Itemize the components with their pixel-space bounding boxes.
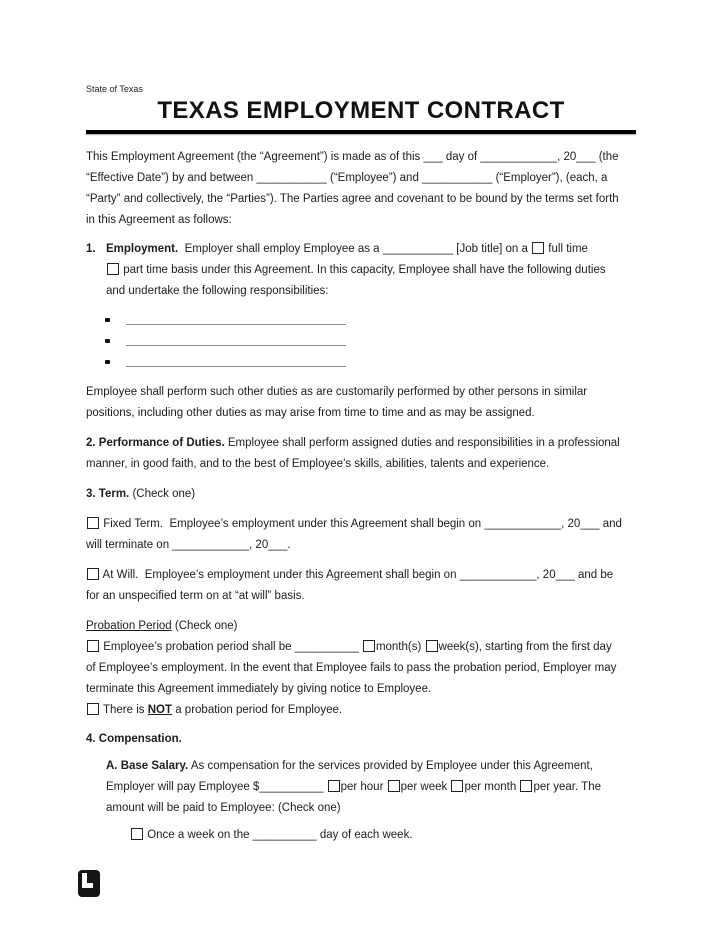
text-line <box>86 700 636 721</box>
text-segment: 2. Performance of Duties. <box>86 437 225 449</box>
blank-fill-line[interactable] <box>126 345 346 347</box>
text-segment: Fixed Term. Employee’s employment under this Agreement shall begin on ____________, 20___ and <box>100 518 622 530</box>
text-line <box>106 777 636 798</box>
at-will-option <box>86 565 636 607</box>
text-line <box>86 679 636 700</box>
text-line <box>86 168 636 189</box>
bullet-icon <box>105 318 110 323</box>
checkbox-icon[interactable] <box>87 568 99 580</box>
probation-period-clause <box>86 616 636 721</box>
bullet-icon <box>105 360 110 365</box>
text-line <box>86 454 636 475</box>
text-segment: Once a week on the __________ day of each week. <box>144 829 413 841</box>
checkbox-icon[interactable] <box>131 828 143 840</box>
blank-fill-line[interactable] <box>126 366 346 368</box>
text-line <box>105 332 636 353</box>
text-segment: per week <box>400 781 451 793</box>
title-rule <box>86 130 636 134</box>
text-line <box>86 147 636 168</box>
text-segment: month(s) <box>375 641 425 653</box>
duties-bullet-list <box>105 311 636 374</box>
fixed-term-option <box>86 514 636 556</box>
text-line <box>106 756 636 777</box>
text-segment: Employment. <box>106 243 179 255</box>
text-segment: week(s), starting from the first day <box>438 641 612 653</box>
text-segment: in this Agreement as follows: <box>86 214 232 226</box>
text-line <box>105 353 636 374</box>
section-1-employment <box>86 239 636 302</box>
text-segment: a probation period for Employee. <box>172 704 343 716</box>
text-line <box>86 729 636 750</box>
checkbox-icon[interactable] <box>87 517 99 529</box>
text-segment: will terminate on ____________, 20___. <box>86 539 291 551</box>
checkbox-icon[interactable] <box>532 242 544 254</box>
text-segment: Employee’s probation period shall be __________ <box>100 641 362 653</box>
text-line <box>86 616 636 637</box>
text-line <box>106 281 636 302</box>
checkbox-icon[interactable] <box>87 640 99 652</box>
text-line <box>86 382 636 403</box>
text-segment: manner, in good faith, and to the best of Employee’s skills, abilities, talents and experience. <box>86 458 550 470</box>
text-segment: full time <box>545 243 588 255</box>
text-segment: per hour <box>340 781 387 793</box>
text-segment: A. Base Salary. <box>106 760 189 772</box>
bullet-icon <box>105 339 110 344</box>
text-line <box>86 239 636 260</box>
section-2-performance <box>86 433 636 475</box>
text-segment: 1. <box>86 243 96 255</box>
section-3-term-heading <box>86 484 636 505</box>
text-segment: per year. The <box>533 781 601 793</box>
text-segment: As compensation for the services provided by Employee under this Agreement, <box>188 760 593 772</box>
blank-fill-line[interactable] <box>126 324 346 326</box>
text-line <box>130 825 636 846</box>
text-segment: terminate this Agreement immediately by giving notice to Employee. <box>86 683 432 695</box>
text-segment: 3. Term. <box>86 488 130 500</box>
checkbox-icon[interactable] <box>451 780 463 792</box>
checkbox-icon[interactable] <box>363 640 375 652</box>
text-line <box>86 637 636 658</box>
text-segment: per month <box>464 781 520 793</box>
page-title: TEXAS EMPLOYMENT CONTRACT <box>157 97 565 124</box>
text-segment: Employee shall perform assigned duties and responsibilities in a professional <box>224 437 620 449</box>
text-segment: “Party” and collectively, the “Parties”). The Parties agree and covenant to be bound by the terms set forth <box>86 193 619 205</box>
text-line <box>86 210 636 231</box>
payment-weekly-option <box>130 825 636 846</box>
text-line <box>86 535 636 556</box>
text-line <box>105 311 636 332</box>
checkbox-icon[interactable] <box>520 780 532 792</box>
section-4-compensation-heading <box>86 729 636 750</box>
text-segment: 4. Compensation. <box>86 733 182 745</box>
text-segment: Employer shall employ Employee as a ___________ [Job title] on a <box>178 243 532 255</box>
intro-paragraph <box>86 147 636 231</box>
checkbox-icon[interactable] <box>426 640 438 652</box>
text-line <box>86 658 636 679</box>
text-segment: and undertake the following responsibilities: <box>106 285 329 297</box>
text-segment: Probation Period <box>86 620 172 632</box>
text-line <box>86 433 636 454</box>
checkbox-icon[interactable] <box>87 703 99 715</box>
text-segment: for an unspecified term on at “at will” basis. <box>86 590 305 602</box>
text-segment: At Will. Employee’s employment under this Agreement shall begin on ____________, 20___ and be <box>100 569 614 581</box>
text-line <box>86 586 636 607</box>
text-segment: There is <box>100 704 148 716</box>
duties-extra-paragraph <box>86 382 636 424</box>
text-segment: Employee shall perform such other duties as are customarily performed by other persons in similar <box>86 386 588 398</box>
text-segment: amount will be paid to Employee: (Check one) <box>106 802 341 814</box>
text-segment: of Employee’s employment. In the event that Employee fails to pass the probation period, Employer may <box>86 662 617 674</box>
text-line <box>86 514 636 535</box>
text-segment: NOT <box>147 704 173 716</box>
text-segment: This Employment Agreement (the “Agreement”) is made as of this ___ day of ____________, 20___ (the <box>86 151 619 163</box>
state-label: State of Texas <box>86 84 143 94</box>
text-line <box>86 484 636 505</box>
text-line <box>86 565 636 586</box>
checkbox-icon[interactable] <box>107 263 119 275</box>
text-line <box>106 798 636 819</box>
text-line <box>86 189 636 210</box>
text-segment: (Check one) <box>129 488 196 500</box>
legal-templates-logo <box>78 870 100 897</box>
text-segment: “Effective Date”) by and between ___________ (“Employee”) and ___________ (“Employer”), (each, a <box>86 172 608 184</box>
checkbox-icon[interactable] <box>328 780 340 792</box>
text-segment: part time basis under this Agreement. In this capacity, Employee shall have the following duties <box>120 264 606 276</box>
text-segment: (Check one) <box>171 620 238 632</box>
text-segment: positions, including other duties as may arise from time to time and as may be assigned. <box>86 407 535 419</box>
base-salary-clause <box>106 756 636 819</box>
text-segment: Employer will pay Employee $__________ <box>106 781 327 793</box>
checkbox-icon[interactable] <box>388 780 400 792</box>
text-line <box>86 403 636 424</box>
text-line <box>106 260 636 281</box>
